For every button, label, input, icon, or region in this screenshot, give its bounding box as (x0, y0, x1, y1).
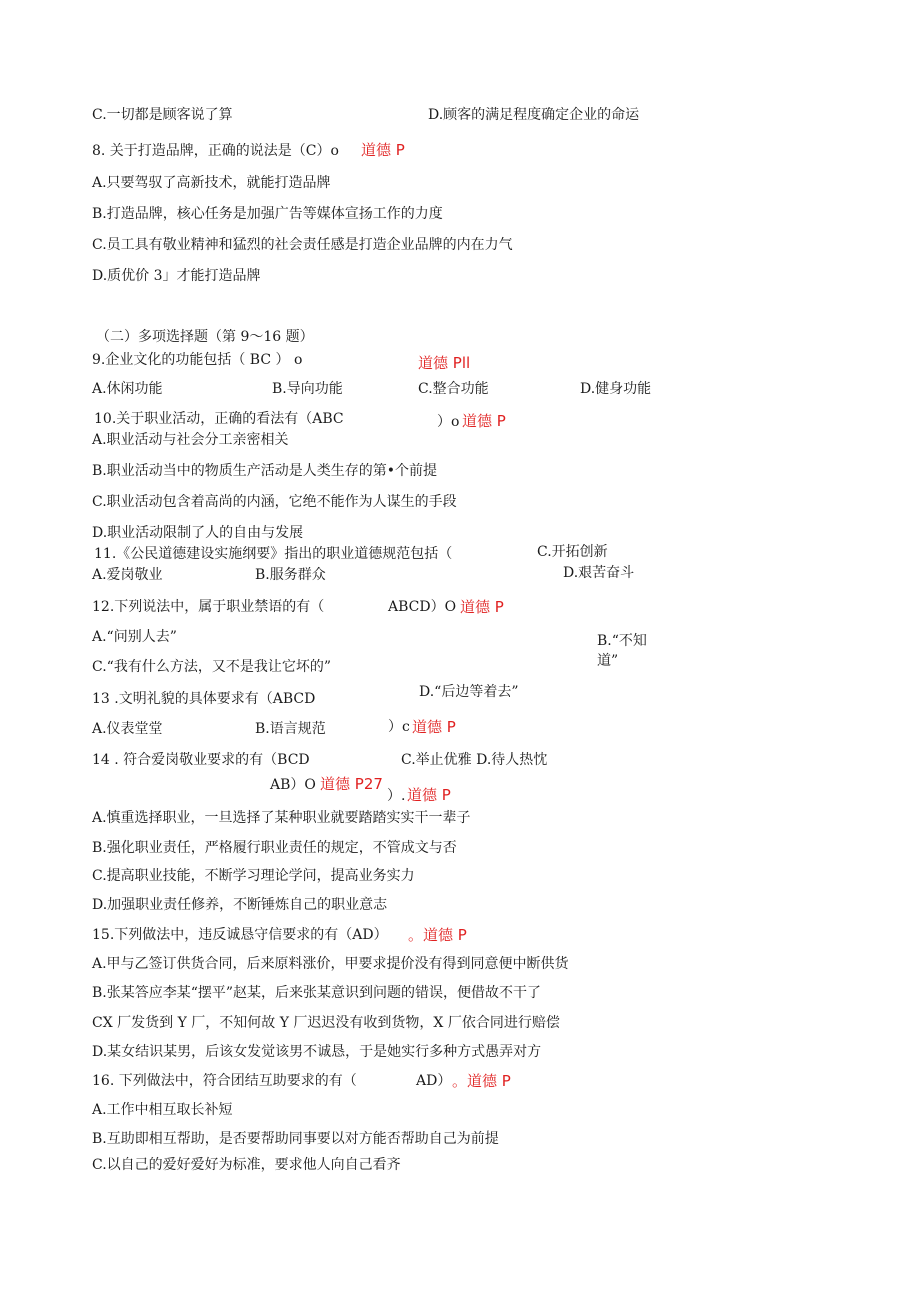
option-b-q15: B.张某答应李某“摆平”赵某，后来张某意识到问题的错误，便借故不干了 (92, 985, 542, 1001)
question-13-end: ）c (388, 719, 410, 735)
option-a-q16: A.工作中相互取长补短 (92, 1102, 233, 1118)
question-13-answer: AB）O (270, 777, 316, 793)
option-a-q14: A.慎重选择职业，一旦选择了某种职业就要踏踏实实干一辈子 (92, 810, 471, 826)
option-d-q8: D.质优价 3」才能打造品牌 (92, 268, 261, 284)
option-a-q13: A.仪表堂堂 (92, 721, 163, 737)
options-cd-q13: C.举止优雅 D.待人热忱 (401, 752, 548, 768)
option-c-q14: C.提高职业技能，不断学习理论学问，提高业务实力 (92, 868, 415, 884)
option-c-q8: C.员工具有敬业精神和猛烈的社会责任感是打造企业品牌的内在力气 (92, 237, 513, 253)
question-12-answer: ABCD）O (388, 599, 457, 615)
option-a-q10: A.职业活动与社会分工亲密相关 (92, 432, 289, 448)
option-a-q15: A.甲与乙签订供货合同，后来原料涨价，甲要求提价没有得到同意便中断供货 (92, 956, 569, 972)
question-10-end: ）o (437, 414, 460, 430)
handwritten-note: 。道德 P (408, 926, 467, 944)
section-heading: （二）多项选择题（第 9～16 题） (96, 329, 314, 345)
option-b-q11: B.服务群众 (255, 567, 326, 583)
option-c-q10: C.职业活动包含着高尚的内涵，它绝不能作为人谋生的手段 (92, 494, 457, 510)
option-c-q7: C.一切都是顾客说了算 (92, 107, 233, 123)
question-15: 15.下列做法中，违反诚恳守信要求的有（AD） (92, 927, 388, 943)
option-a-q11: A.爱岗敬业 (92, 567, 163, 583)
option-b-q14: B.强化职业责任，严格履行职业责任的规定，不管成文与否 (92, 840, 457, 856)
question-14-end: ）. (387, 788, 406, 804)
option-c-q9: C.整合功能 (418, 381, 489, 397)
question-10: 10.关于职业活动，正确的看法有（ABC (94, 411, 344, 427)
option-b-q8: B.打造品牌，核心任务是加强广告等媒体宣扬工作的力度 (92, 206, 443, 222)
option-b-q13: B.语言规范 (255, 721, 326, 737)
option-a-q9: A.休闲功能 (92, 381, 163, 397)
handwritten-note: 。道德 P (452, 1072, 511, 1090)
question-12: 12.下列说法中，属于职业禁语的有（ (92, 599, 325, 615)
option-b-q12-cont: 道” (597, 653, 619, 669)
option-a-q8: A.只要驾驭了高新技术，就能打造品牌 (92, 175, 331, 191)
handwritten-note: 道德 P (361, 141, 405, 159)
handwritten-note: 道德 P (460, 598, 504, 616)
option-b-q16: B.互助即相互帮助，是否要帮助同事要以对方能否帮助自己为前提 (92, 1131, 499, 1147)
handwritten-note: 道德 P (412, 718, 456, 736)
handwritten-note: 道德 P27 (320, 775, 383, 793)
option-d-q12: D.“后边等着去” (419, 684, 519, 700)
option-d-q9: D.健身功能 (580, 381, 652, 397)
option-d-q7: D.顾客的满足程度确定企业的命运 (428, 107, 640, 123)
handwritten-note: 道德 Pll (418, 354, 471, 372)
handwritten-note: 道德 P (462, 412, 506, 430)
question-16: 16. 下列做法中，符合团结互助要求的有（ (92, 1073, 357, 1089)
option-c-q11: C.开拓创新 (537, 544, 608, 560)
option-c-q15: CX 厂发货到 Y 厂，不知何故 Y 厂迟迟没有收到货物，X 厂依合同进行赔偿 (92, 1015, 560, 1031)
option-b-q10: B.职业活动当中的物质生产活动是人类生存的第•个前提 (92, 463, 437, 479)
question-11: 11.《公民道德建设实施纲要》指出的职业道德规范包括（ (94, 546, 453, 562)
question-13: 13 .文明礼貌的具体要求有（ABCD (92, 691, 316, 707)
option-a-q12: A.“问别人去” (92, 629, 177, 645)
question-16-answer: AD） (416, 1073, 452, 1089)
option-c-q16: C.以自己的爱好爱好为标准，要求他人向自己看齐 (92, 1157, 401, 1173)
option-b-q12: B.“不知 (597, 633, 647, 649)
option-d-q10: D.职业活动限制了人的自由与发展 (92, 525, 304, 541)
option-d-q15: D.某女结识某男，后该女发觉该男不诚恳，于是她实行多种方式愚弄对方 (92, 1044, 542, 1060)
option-c-q12: C.“我有什么方法，又不是我让它坏的” (92, 659, 331, 675)
question-14: 14 . 符合爱岗敬业要求的有（BCD (92, 752, 310, 768)
option-d-q14: D.加强职业责任修养，不断锤炼自己的职业意志 (92, 897, 388, 913)
option-b-q9: B.导向功能 (272, 381, 343, 397)
option-d-q11: D.艰苦奋斗 (563, 565, 635, 581)
handwritten-note: 道德 P (407, 786, 451, 804)
question-9: 9.企业文化的功能包括（ BC ） o (92, 352, 303, 368)
question-8: 8. 关于打造品牌，正确的说法是（C）o (92, 143, 339, 159)
